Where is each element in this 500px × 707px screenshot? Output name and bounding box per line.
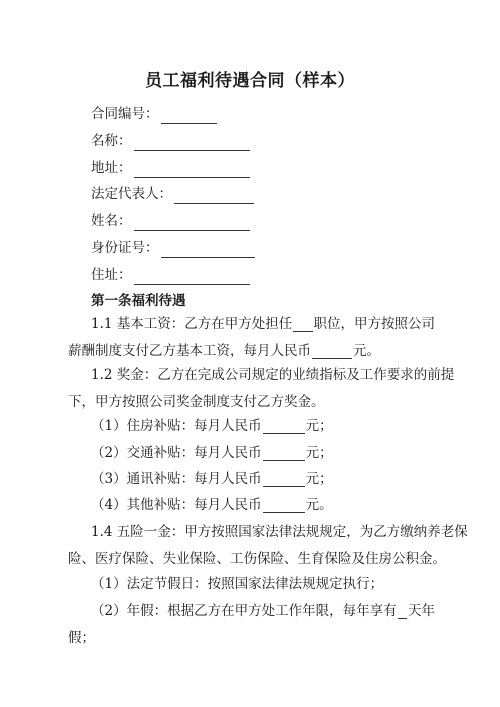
field-label: 名称： bbox=[91, 133, 132, 149]
name-field bbox=[91, 131, 250, 151]
communication-subsidy-item bbox=[68, 466, 435, 493]
text: （1）法定节假日：按照国家法律法规规定执行； bbox=[91, 576, 384, 592]
text: 元。 bbox=[353, 343, 380, 359]
text: 下，甲方按照公司奖金制度支付乙方奖金。 bbox=[68, 394, 325, 410]
field-label: 身份证号： bbox=[91, 240, 159, 256]
text: （1）住房补贴：每月人民币 bbox=[91, 418, 262, 434]
text: 假； bbox=[68, 630, 95, 646]
blank-line bbox=[134, 163, 250, 178]
text: 险、医疗保险、失业保险、工伤保险、生育保险及住房公积金。 bbox=[68, 551, 446, 567]
blank-line bbox=[293, 317, 312, 332]
blank-line bbox=[161, 243, 255, 258]
text: 元； bbox=[305, 445, 333, 461]
text: 元。 bbox=[305, 497, 333, 513]
basic-salary-paragraph bbox=[68, 311, 435, 365]
text: 1.2 奖金：乙方在完成公司规定的业绩指标及工作要求的前提 bbox=[91, 367, 455, 383]
blank-line bbox=[398, 604, 407, 619]
text: （4）其他补贴：每月人民币 bbox=[91, 497, 262, 513]
statutory-holiday-item bbox=[68, 571, 435, 598]
document-title: 员工福利待遇合同（样本） bbox=[145, 71, 355, 91]
housing-subsidy-item bbox=[68, 413, 435, 440]
text: 1.1 基本工资：乙方在甲方处担任 bbox=[91, 316, 293, 332]
other-subsidy-item bbox=[68, 492, 435, 519]
bonus-paragraph bbox=[68, 362, 455, 416]
field-label: 法定代表人： bbox=[91, 186, 172, 202]
residence-field bbox=[91, 265, 250, 285]
text: 1.4 五险一金：甲方按照国家法律法规规定，为乙方缴纳养老保 bbox=[91, 524, 468, 540]
text: （3）通讯补贴：每月人民币 bbox=[91, 471, 262, 487]
blank-line bbox=[263, 446, 305, 461]
address-field bbox=[91, 158, 250, 178]
field-label: 地址： bbox=[91, 160, 132, 176]
blank-line bbox=[263, 472, 305, 487]
blank-line bbox=[174, 189, 254, 204]
person-name-field bbox=[91, 211, 250, 231]
social-insurance-paragraph bbox=[68, 519, 468, 573]
field-label: 住址： bbox=[91, 267, 132, 283]
blank-line bbox=[263, 498, 305, 513]
contract-number-field bbox=[91, 104, 217, 124]
text: （2）交通补贴：每月人民币 bbox=[91, 445, 262, 461]
blank-line bbox=[134, 270, 250, 285]
legal-representative-field bbox=[91, 184, 254, 204]
blank-line bbox=[161, 109, 217, 124]
text: 元； bbox=[305, 418, 333, 434]
blank-line bbox=[312, 344, 352, 359]
text: 元； bbox=[305, 471, 333, 487]
text: 职位，甲方按照公司 bbox=[313, 316, 435, 332]
text: 薪酬制度支付乙方基本工资，每月人民币 bbox=[68, 343, 311, 359]
article-heading: 第一条福利待遇 bbox=[91, 293, 186, 309]
field-label: 合同编号： bbox=[91, 106, 159, 122]
id-number-field bbox=[91, 238, 255, 258]
blank-line bbox=[263, 419, 305, 434]
blank-line bbox=[134, 216, 250, 231]
transport-subsidy-item bbox=[68, 440, 435, 467]
text: （2）年假：根据乙方在甲方处工作年限，每年享有 bbox=[91, 603, 397, 619]
text: 天年 bbox=[408, 603, 435, 619]
blank-line bbox=[134, 136, 250, 151]
field-label: 姓名： bbox=[91, 213, 132, 229]
annual-leave-item bbox=[68, 598, 435, 652]
